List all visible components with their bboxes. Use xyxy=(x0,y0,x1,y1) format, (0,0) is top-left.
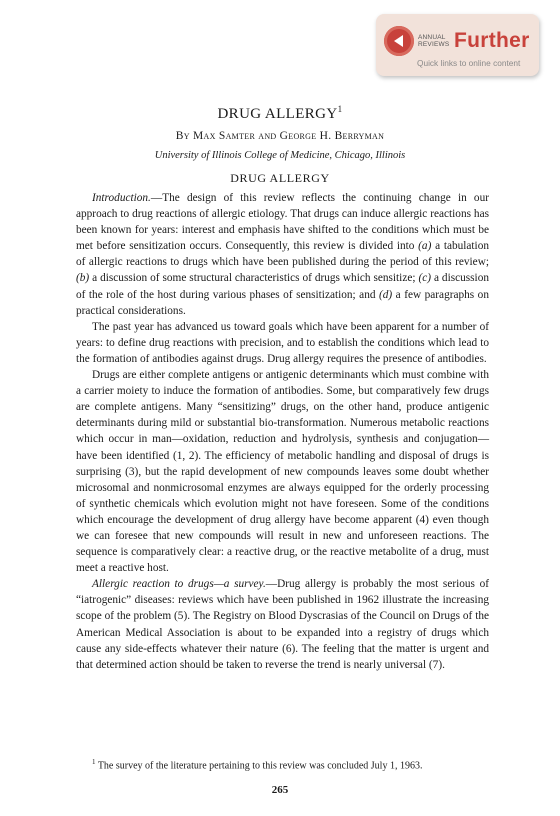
affiliation: University of Illinois College of Medicine, Chicago, Illinois xyxy=(154,150,406,161)
text-run: —Drug allergy is probably the most serious of “iatrogenic” diseases: reviews which have been published in 1962 illustrate the increasing scope of the problem (5). The Registry on Blood Dyscrasias of the Council on Drugs of the American Medical Association is about to be expanded into a registry of drugs which cause any side-effects whatever their nature (6). The feeling that the matter is urgent and that determined action should be taken to reverse the trend is nearly universal (7). xyxy=(76,578,489,671)
article-title xyxy=(0,104,560,123)
intro-run-in-head: Introduction. xyxy=(92,192,151,204)
by-label: By xyxy=(175,130,190,142)
paragraph-2: The past year has advanced us toward goals which have been apparent for a number of years: to define drug reactions with precision, and to establish the conditions which lead to the formation of antibodies against drugs. Drug allergy requires the presence of antibodies. xyxy=(76,320,489,365)
text-run: a discussion of some structural characteristics of drugs which sensitize; xyxy=(89,272,419,285)
text-run: a tabulation of allergic reactions to drugs which have been published during the period of this review; xyxy=(76,240,489,269)
author-line xyxy=(0,130,560,142)
text-run: —The design of this review reflects the continuing change in our approach to drug reactions of allergic etiology. That drugs can induce allergic reactions has been known for years: interest and emphasis have shifted to the conditions which must be met before sensitization occurs. Consequently, this review is divided into xyxy=(76,192,489,253)
annual-label: ANNUAL xyxy=(418,34,446,41)
annual-reviews-logo-text xyxy=(418,34,449,48)
further-links-badge[interactable] xyxy=(376,14,539,76)
text-run: a discussion of the role of the host during various phases of sensitization; and xyxy=(76,272,489,301)
footnote-text: The survey of the literature pertaining to this review was concluded July 1, 1963. xyxy=(95,760,423,772)
title-text: DRUG ALLERGY xyxy=(217,106,338,122)
paragraph-introduction xyxy=(76,190,489,319)
play-triangle-icon xyxy=(384,26,414,56)
list-marker: (a) xyxy=(418,240,432,253)
text-run: a few paragraphs on practical considerations. xyxy=(76,288,489,317)
paragraph-3: Drugs are either complete antigens or antigenic determinants which must combine with a carrier moiety to induce the formation of antibodies. Some, but comparatively few drugs are complete antigens. Many “sensitizing” drugs, on the other hand, produce antigenic determinants during mild or substantial bio-transformation. Numerous metabolic reactions which occur in man—oxidation, reduction and hydrolysis, synthesis and conjugation—have been identified (1, 2). The efficiency of metabolic handling and disposal of drugs is surprising (3), but the rapid development of new compounds leaves some doubt whether microsomal and nonmicrosomal enzymes are always equipped for the orderly processing of synthetic chemicals which evolution might not have foreseen. Some of the conditions which encourage the development of drug allergy have become apparent (4) even though we can foresee that new compounds will result in new and unforeseen reactions. The sequence is comparatively clear: a reactive drug, or the reactive metabolite of a drug, must meet a reactive host. xyxy=(76,369,489,575)
paragraph-4 xyxy=(76,576,489,673)
list-marker: (d) xyxy=(379,288,393,301)
survey-run-in-head: Allergic reaction to drugs—a survey. xyxy=(92,578,266,591)
footnote xyxy=(92,758,492,771)
further-subtitle: Quick links to online content xyxy=(417,58,521,68)
list-marker: (c) xyxy=(418,272,431,285)
section-heading: DRUG ALLERGY xyxy=(230,171,330,185)
footnote-mark: 1 xyxy=(92,758,96,766)
page-number: 265 xyxy=(271,784,289,796)
authors: Max Samter and George H. Berryman xyxy=(193,130,385,142)
further-label: Further xyxy=(454,29,530,52)
list-marker: (b) xyxy=(76,272,90,285)
article-body xyxy=(76,190,489,673)
title-footnote-mark: 1 xyxy=(337,104,343,114)
reviews-label: REVIEWS xyxy=(418,41,450,48)
